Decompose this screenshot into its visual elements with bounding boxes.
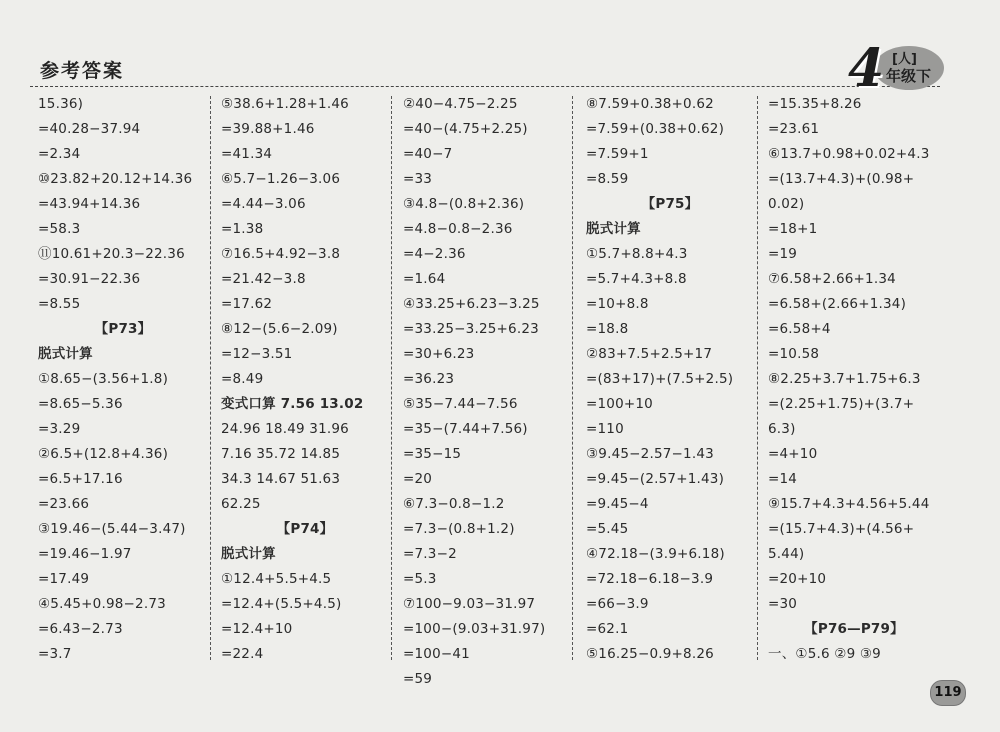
answer-line: =23.61 bbox=[768, 121, 820, 137]
answer-line: =7.59+1 bbox=[586, 146, 649, 162]
answer-line: =30.91−22.36 bbox=[38, 271, 141, 287]
answer-line: 15.36) bbox=[38, 96, 84, 112]
answer-line: =12.4+(5.5+4.5) bbox=[221, 596, 342, 612]
answer-line: =(13.7+4.3)+(0.98+ bbox=[768, 171, 915, 187]
answer-line: =7.3−2 bbox=[403, 546, 457, 562]
answer-line: 0.02) bbox=[768, 196, 805, 212]
answer-line: =3.7 bbox=[38, 646, 72, 662]
answer-line: =6.58+(2.66+1.34) bbox=[768, 296, 907, 312]
answer-line: 34.3 14.67 51.63 bbox=[221, 471, 341, 487]
answer-line: =8.55 bbox=[38, 296, 81, 312]
answer-line: ④33.25+6.23−3.25 bbox=[403, 296, 540, 312]
answer-line: ⑦6.58+2.66+1.34 bbox=[768, 271, 896, 287]
answer-column-2 bbox=[221, 92, 389, 664]
answer-line: =8.65−5.36 bbox=[38, 396, 123, 412]
answer-line: =9.45−4 bbox=[586, 496, 649, 512]
answer-line: 7.16 35.72 14.85 bbox=[221, 446, 341, 462]
answer-line: =12.4+10 bbox=[221, 621, 293, 637]
answer-line: =5.45 bbox=[586, 521, 629, 537]
answer-line: 【P76—P79】 bbox=[804, 621, 904, 637]
page-number: 119 bbox=[930, 680, 966, 706]
badge-grade: 年级下 bbox=[886, 67, 932, 85]
answer-line: =(15.7+4.3)+(4.56+ bbox=[768, 521, 915, 537]
answer-line: ②6.5+(12.8+4.36) bbox=[38, 446, 169, 462]
answer-line: =15.35+8.26 bbox=[768, 96, 862, 112]
answer-line: ④72.18−(3.9+6.18) bbox=[586, 546, 725, 562]
answer-line: =14 bbox=[768, 471, 798, 487]
answer-line: =10+8.8 bbox=[586, 296, 649, 312]
answer-line: =4+10 bbox=[768, 446, 818, 462]
answer-line: ②83+7.5+2.5+17 bbox=[586, 346, 713, 362]
answer-line: 【P75】 bbox=[641, 196, 699, 212]
answer-line: =21.42−3.8 bbox=[221, 271, 306, 287]
answer-column-5 bbox=[768, 92, 940, 664]
answer-column-3 bbox=[403, 92, 569, 687]
answer-line: 24.96 18.49 31.96 bbox=[221, 421, 349, 437]
answer-line: ⑦16.5+4.92−3.8 bbox=[221, 246, 341, 262]
answer-line: =33 bbox=[403, 171, 433, 187]
answer-line: 一、①5.6 ②9 ③9 bbox=[768, 646, 881, 662]
answer-line: ③19.46−(5.44−3.47) bbox=[38, 521, 186, 537]
badge-number: 4 bbox=[848, 38, 885, 99]
answer-line: =12−3.51 bbox=[221, 346, 293, 362]
badge-edition: [人] bbox=[892, 52, 917, 67]
answer-line: =17.49 bbox=[38, 571, 90, 587]
answer-line: =(2.25+1.75)+(3.7+ bbox=[768, 396, 915, 412]
answer-line: ⑤38.6+1.28+1.46 bbox=[221, 96, 349, 112]
answer-line: 5.44) bbox=[768, 546, 805, 562]
answer-line: =39.88+1.46 bbox=[221, 121, 315, 137]
answer-line: =17.62 bbox=[221, 296, 273, 312]
answer-line: ⑥13.7+0.98+0.02+4.3 bbox=[768, 146, 930, 162]
answer-line: =22.4 bbox=[221, 646, 264, 662]
answer-line: ⑦100−9.03−31.97 bbox=[403, 596, 536, 612]
answer-line: =100−41 bbox=[403, 646, 470, 662]
answer-line: ⑩23.82+20.12+14.36 bbox=[38, 171, 193, 187]
answer-line: =10.58 bbox=[768, 346, 820, 362]
answer-line: ③4.8−(0.8+2.36) bbox=[403, 196, 525, 212]
answer-line: =4−2.36 bbox=[403, 246, 466, 262]
answer-line: ③9.45−2.57−1.43 bbox=[586, 446, 714, 462]
answer-line: ①5.7+8.8+4.3 bbox=[586, 246, 688, 262]
answer-line: =8.59 bbox=[586, 171, 629, 187]
answer-line: =20+10 bbox=[768, 571, 827, 587]
answer-line: 脱式计算 bbox=[221, 546, 276, 562]
answer-line: ⑥7.3−0.8−1.2 bbox=[403, 496, 505, 512]
answer-line: =20 bbox=[403, 471, 433, 487]
answer-line: =59 bbox=[403, 671, 433, 687]
answer-line: =35−15 bbox=[403, 446, 462, 462]
answer-line: =23.66 bbox=[38, 496, 90, 512]
answer-line: ②40−4.75−2.25 bbox=[403, 96, 518, 112]
answer-line: ⑥5.7−1.26−3.06 bbox=[221, 171, 341, 187]
answer-line: =30+6.23 bbox=[403, 346, 475, 362]
answer-line: =40.28−37.94 bbox=[38, 121, 141, 137]
answer-column-4 bbox=[586, 92, 754, 664]
answer-line: 6.3) bbox=[768, 421, 796, 437]
answer-line: 变式口算 7.56 13.02 bbox=[221, 396, 364, 412]
answer-column-1 bbox=[38, 92, 208, 664]
column-separator bbox=[757, 96, 758, 660]
answer-line: =5.7+4.3+8.8 bbox=[586, 271, 687, 287]
answer-line: =33.25−3.25+6.23 bbox=[403, 321, 539, 337]
answer-line: =9.45−(2.57+1.43) bbox=[586, 471, 725, 487]
answer-line: ⑤16.25−0.9+8.26 bbox=[586, 646, 714, 662]
answer-line: =4.44−3.06 bbox=[221, 196, 306, 212]
answer-line: =7.59+(0.38+0.62) bbox=[586, 121, 725, 137]
answer-line: =19 bbox=[768, 246, 798, 262]
answer-line: 【P73】 bbox=[94, 321, 152, 337]
column-separator bbox=[572, 96, 573, 660]
answer-line: 【P74】 bbox=[276, 521, 334, 537]
column-separator bbox=[210, 96, 211, 660]
answer-line: ⑪10.61+20.3−22.36 bbox=[38, 246, 185, 262]
answer-line: =6.43−2.73 bbox=[38, 621, 123, 637]
grade-badge bbox=[846, 38, 946, 99]
answer-line: =6.58+4 bbox=[768, 321, 831, 337]
header-divider bbox=[30, 86, 940, 87]
answer-line: =40−7 bbox=[403, 146, 453, 162]
answer-line: ⑧2.25+3.7+1.75+6.3 bbox=[768, 371, 921, 387]
answer-line: ④5.45+0.98−2.73 bbox=[38, 596, 166, 612]
column-separator bbox=[391, 96, 392, 660]
page-title: 参考答案 bbox=[40, 60, 125, 82]
answer-line: =36.23 bbox=[403, 371, 455, 387]
answer-line: =58.3 bbox=[38, 221, 81, 237]
answer-line: =7.3−(0.8+1.2) bbox=[403, 521, 515, 537]
answer-line: ⑧12−(5.6−2.09) bbox=[221, 321, 338, 337]
answer-line: =35−(7.44+7.56) bbox=[403, 421, 528, 437]
answer-line: =100−(9.03+31.97) bbox=[403, 621, 546, 637]
answer-line: =18+1 bbox=[768, 221, 818, 237]
answer-line: 62.25 bbox=[221, 496, 261, 512]
answer-line: =40−(4.75+2.25) bbox=[403, 121, 528, 137]
answer-line: ⑤35−7.44−7.56 bbox=[403, 396, 518, 412]
answer-line: =1.38 bbox=[221, 221, 264, 237]
answer-line: ①12.4+5.5+4.5 bbox=[221, 571, 332, 587]
answer-line: =100+10 bbox=[586, 396, 653, 412]
answer-line: =19.46−1.97 bbox=[38, 546, 132, 562]
answer-line: =62.1 bbox=[586, 621, 629, 637]
answer-line: ⑨15.7+4.3+4.56+5.44 bbox=[768, 496, 930, 512]
answer-line: =18.8 bbox=[586, 321, 629, 337]
answer-line: =43.94+14.36 bbox=[38, 196, 141, 212]
answer-line: =6.5+17.16 bbox=[38, 471, 123, 487]
answer-line: =1.64 bbox=[403, 271, 446, 287]
answer-line: ⑧7.59+0.38+0.62 bbox=[586, 96, 714, 112]
answer-line: =30 bbox=[768, 596, 798, 612]
answer-line: =(83+17)+(7.5+2.5) bbox=[586, 371, 734, 387]
answer-line: =4.8−0.8−2.36 bbox=[403, 221, 513, 237]
answer-line: =3.29 bbox=[38, 421, 81, 437]
answer-line: 脱式计算 bbox=[38, 346, 93, 362]
answer-line: =110 bbox=[586, 421, 624, 437]
answer-line: =66−3.9 bbox=[586, 596, 649, 612]
answer-line: =72.18−6.18−3.9 bbox=[586, 571, 714, 587]
answer-line: 脱式计算 bbox=[586, 221, 641, 237]
answer-line: =8.49 bbox=[221, 371, 264, 387]
answer-line: =2.34 bbox=[38, 146, 81, 162]
answer-line: ①8.65−(3.56+1.8) bbox=[38, 371, 169, 387]
answer-line: =5.3 bbox=[403, 571, 437, 587]
answer-line: =41.34 bbox=[221, 146, 273, 162]
